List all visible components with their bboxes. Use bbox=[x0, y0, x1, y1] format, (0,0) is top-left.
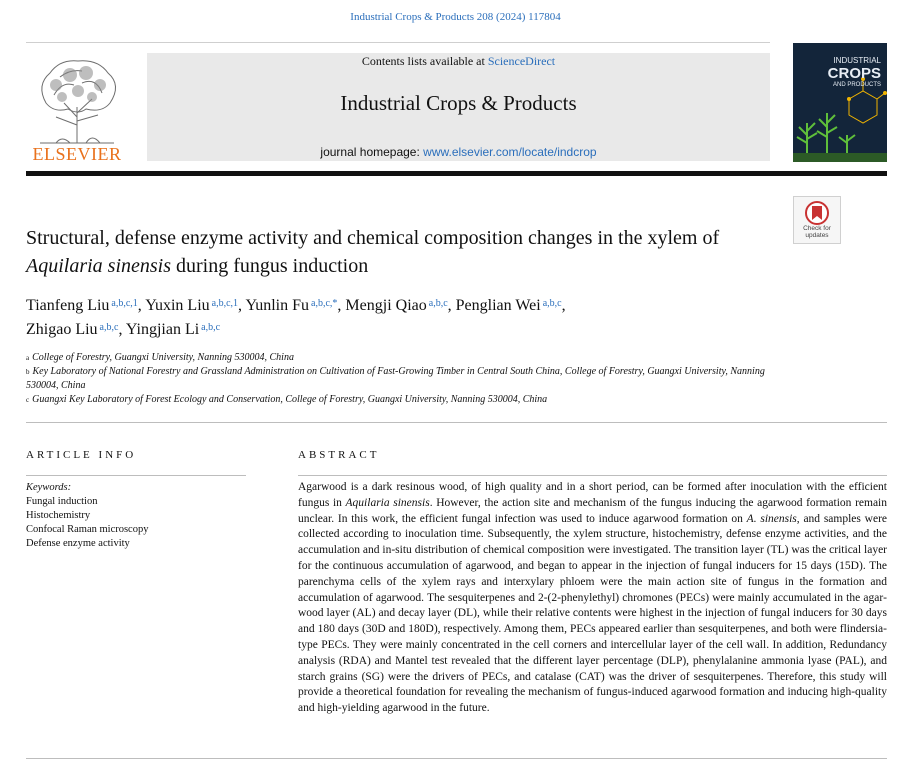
keywords-block bbox=[26, 481, 256, 551]
affiliation-item bbox=[26, 365, 766, 393]
title-part-1: Structural, defense enzyme activity and chemical composition changes in the xylem of bbox=[26, 227, 720, 249]
author-affiliation-marks[interactable]: a,b,c bbox=[542, 298, 562, 309]
keyword-item: Defense enzyme activity bbox=[26, 538, 130, 549]
journal-cover-image[interactable] bbox=[793, 43, 887, 162]
author-name[interactable]: Zhigao Liu bbox=[26, 321, 98, 338]
author-separator: , bbox=[447, 297, 456, 314]
homepage-line bbox=[147, 145, 770, 159]
author-affiliation-marks[interactable]: a,b,c bbox=[428, 298, 448, 309]
check-line-2: updates bbox=[805, 232, 829, 239]
abstract-species: Aquilaria sinensis bbox=[345, 496, 430, 509]
check-for-updates-label bbox=[794, 225, 840, 239]
article-info-divider bbox=[26, 475, 246, 476]
cover-line-3: AND PRODUCTS bbox=[832, 82, 881, 88]
contents-prefix: Contents lists available at bbox=[361, 54, 488, 68]
author-name[interactable]: Yuxin Liu bbox=[145, 297, 210, 314]
affiliation-mark: b bbox=[26, 368, 30, 376]
author-affiliation-marks[interactable]: a,b,c,* bbox=[311, 298, 338, 309]
cover-title bbox=[828, 57, 881, 88]
affiliation-item bbox=[26, 351, 766, 365]
abstract-segment: . However, the action site and mechanism of the fungus inducing the agarwood formation remain unclear. In this work, the efficient fungal infection was used to induce agarwood formation on bbox=[298, 496, 887, 525]
abstract-heading: ABSTRACT bbox=[298, 449, 380, 461]
keywords-label: Keywords: bbox=[26, 482, 72, 493]
keyword-item: Fungal induction bbox=[26, 496, 98, 507]
journal-masthead bbox=[147, 53, 770, 161]
author-name[interactable]: Penglian Wei bbox=[455, 297, 541, 314]
abstract-divider bbox=[298, 475, 887, 476]
article-info-heading: ARTICLE INFO bbox=[26, 449, 137, 461]
author-separator: , bbox=[118, 321, 126, 338]
author-name[interactable]: Yingjian Li bbox=[125, 321, 200, 338]
author-separator: , bbox=[137, 297, 146, 314]
check-for-updates-button[interactable] bbox=[793, 196, 841, 244]
elsevier-wordmark[interactable]: ELSEVIER bbox=[32, 144, 122, 164]
affiliation-list bbox=[26, 351, 766, 407]
abstract-species-short: A. sinensis bbox=[746, 512, 797, 525]
affiliation-mark: a bbox=[26, 354, 30, 362]
affiliation-mark: c bbox=[26, 396, 30, 404]
journal-homepage-link[interactable]: www.elsevier.com/locate/indcrop bbox=[423, 145, 597, 159]
keyword-item: Histochemistry bbox=[26, 510, 91, 521]
author-separator: , bbox=[561, 297, 566, 314]
title-part-2: during fungus induction bbox=[171, 255, 369, 277]
author-separator: , bbox=[337, 297, 346, 314]
author-separator: , bbox=[238, 297, 246, 314]
check-line-1: Check for bbox=[803, 225, 831, 232]
author-affiliation-marks[interactable]: a,b,c bbox=[99, 322, 119, 333]
affiliation-text: College of Forestry, Guangxi University, Nanning 530004, China bbox=[32, 352, 294, 363]
abstract-segment: Agarwood is a dark resinous wood, of high quality and in a short period, can be formed after inoculation with the efficient fungus in bbox=[298, 481, 887, 509]
keyword-item: Confocal Raman microscopy bbox=[26, 524, 149, 535]
author-affiliation-marks[interactable]: a,b,c,1 bbox=[211, 298, 239, 309]
author-list bbox=[26, 294, 786, 342]
journal-title: Industrial Crops & Products bbox=[340, 91, 577, 115]
sciencedirect-link[interactable]: ScienceDirect bbox=[487, 54, 556, 68]
author-name[interactable]: Yunlin Fu bbox=[245, 297, 310, 314]
affiliation-text: Guangxi Key Laboratory of Forest Ecology and Conservation, College of Forestry, Guangxi University, Nanning 530004, China bbox=[32, 394, 548, 405]
contents-line bbox=[147, 54, 770, 69]
article-title bbox=[26, 224, 786, 280]
abstract-segment: , and samples were collected according to inoculation time. Subsequently, the xylem structure, histochemistry, defense enzyme activities, and the accumulation and in-situ distribution of chemical composition were investigated. The transition layer (TL) was the critical layer for the continuous accumulation of agarwood, and began to appear in the injection of fungal inducers for 15 days (15D). The parenchyma cells of the xylem rays and interxylary phloem were the main action site of fungus in the formation and accumulation of agarwood. The sesquiterpenes and 2-(2-phenylethyl) chromones (PECs) were mainly accumulated in the agarwood layer (AL) and decay layer (DL), while their relative contents were highest in the injection of fungal inducers for 30 days and 180 days (30D and 180D), respectively. Among them, PECs appeared earlier than sesquiterpenes, and both were flindersia-type PECs. They were mainly concentrated in the cell corners and intercellular layer of the cell wall. In addition, Redundancy analysis (RDA) and Mantel test revealed that the different layer percentage (DLP), phenylalanine ammonia lyase (PAL), and starch grains (SG) were the drivers of PECs, and catalase (CAT) was the driver of sesquiterpenes. Therefore, this study will provide a theoretical foundation for revealing the mechanism of fungus-induced agarwood formation and inducing high-quality and high-yielding agarwood in the future. bbox=[298, 512, 887, 715]
abstract-text bbox=[298, 480, 887, 717]
affiliation-text: Key Laboratory of National Forestry and Grassland Administration on Cultivation of Fast-Growing Timber in Central South China, College of Forestry, Guangxi University, Nanning 530004, China bbox=[26, 366, 765, 391]
cover-line-1: INDUSTRIAL bbox=[833, 56, 881, 65]
journal-citation-link[interactable]: Industrial Crops & Products 208 (2024) 117804 bbox=[350, 11, 561, 23]
section-divider bbox=[26, 422, 887, 423]
header-divider bbox=[26, 42, 770, 43]
author-name[interactable]: Tianfeng Liu bbox=[26, 297, 110, 314]
author-name[interactable]: Mengji Qiao bbox=[345, 297, 427, 314]
affiliation-item bbox=[26, 393, 766, 407]
cover-line-2: CROPS bbox=[827, 65, 881, 82]
homepage-prefix: journal homepage: bbox=[320, 145, 424, 159]
author-affiliation-marks[interactable]: a,b,c bbox=[201, 322, 221, 333]
author-affiliation-marks[interactable]: a,b,c,1 bbox=[111, 298, 138, 309]
header-thick-divider bbox=[26, 171, 887, 176]
title-species: Aquilaria sinensis bbox=[26, 255, 172, 277]
footer-divider bbox=[26, 758, 887, 759]
